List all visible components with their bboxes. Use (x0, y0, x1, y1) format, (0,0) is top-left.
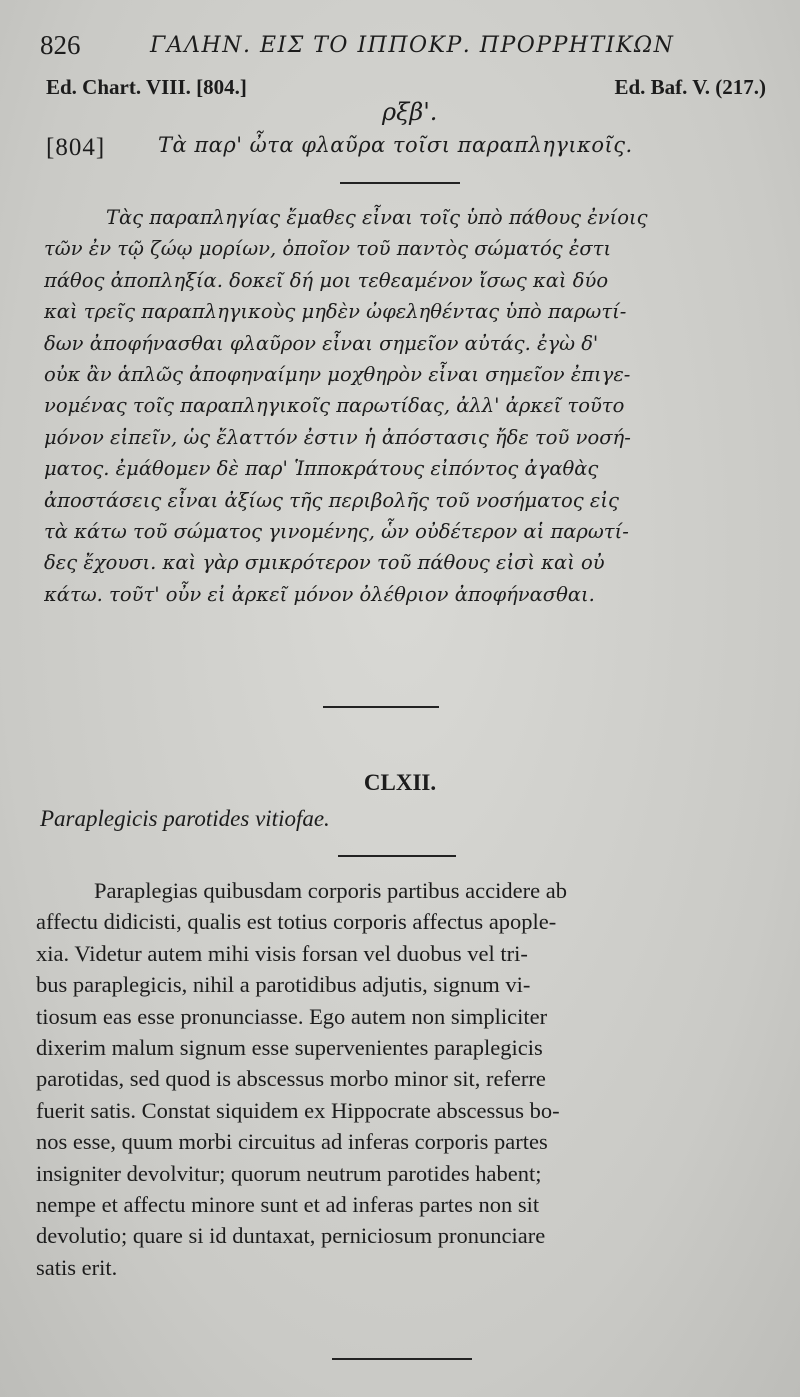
greek-line: τὰ κάτω τοῦ σώματος γινομένης, ὧν οὐδέτερον αἱ παρωτί- (44, 520, 629, 544)
greek-line: ματος. ἐμάθομεν δὲ παρ' Ἱπποκράτους εἰπόντος ἀγαθὰς (44, 457, 599, 481)
greek-line: κάτω. τοῦτ' οὖν εἰ ἀρκεῖ μόνον ὀλέθριον ἀποφήνασθαι. (44, 582, 595, 606)
greek-line: νομένας τοῖς παραπληγικοῖς παρωτίδας, ἀλλ' ἀρκεῖ τοῦτο (44, 394, 625, 418)
greek-section-numeral: ρξβ'. (382, 98, 438, 126)
greek-line: καὶ τρεῖς παραπληγικοὺς μηδὲν ὠφεληθέντας ὑπὸ παρωτί- (44, 300, 627, 324)
latin-line: parotidas, sed quod is abscessus morbo minor sit, referre (36, 1066, 546, 1092)
latin-line: devolutio; quare si id duntaxat, perniciosum pronunciare (36, 1223, 546, 1249)
page-number: 826 (40, 30, 81, 60)
greek-line: Τὰς παραπληγίας ἔμαθες εἶναι τοῖς ὑπὸ πάθους ἐνίοις (106, 206, 648, 229)
divider-rule (338, 855, 456, 857)
divider-rule (332, 1358, 472, 1360)
greek-line: μόνον εἰπεῖν, ὡς ἔλαττόν ἐστιν ἡ ἀπόστασις ἤδε τοῦ νοσή- (44, 425, 631, 449)
latin-line: bus paraplegicis, nihil a parotidibus adjutis, signum vi- (36, 972, 531, 998)
latin-line: nempe et affectu minore sunt et ad inferas partes non sit (36, 1192, 540, 1218)
running-title: ΓΑΛΗΝ. ΕΙΣ ΤΟ ΙΠΠΟΚΡ. ΠΡΟΡΡΗΤΙΚΩΝ (150, 33, 675, 58)
greek-line: τῶν ἐν τῷ ζώῳ μορίων, ὁποῖον τοῦ παντὸς σώματός ἐστι (44, 237, 612, 261)
latin-line: fuerit satis. Constat siquidem ex Hippocrate abscessus bo- (36, 1097, 560, 1123)
divider-rule (323, 706, 439, 708)
latin-line: dixerim malum signum esse supervenientes paraplegicis (36, 1035, 543, 1061)
latin-line: tiosum eas esse pronunciasse. Ego autem non simpliciter (36, 1003, 548, 1029)
latin-line: Paraplegias quibusdam corporis partibus accidere ab (94, 878, 567, 903)
latin-line: satis erit. (36, 1254, 118, 1280)
greek-line: οὐκ ἂν ἁπλῶς ἀποφηναίμην μοχθηρὸν εἶναι σημεῖον ἐπιγε- (44, 363, 631, 387)
latin-line: affectu didicisti, qualis est totius corporis affectus apople- (36, 909, 557, 935)
latin-line: xia. Videtur autem mihi visis forsan vel duobus vel tri- (36, 940, 528, 966)
greek-line: πάθος ἀποπληξία. δοκεῖ δή μοι τεθεαμένον ἴσως καὶ δύο (44, 268, 609, 292)
latin-aphorism-heading: Paraplegicis parotides vitiofae. (40, 806, 330, 831)
divider-rule (340, 182, 460, 184)
latin-commentary (36, 875, 764, 1283)
bracket-page-ref: [804] (46, 134, 106, 161)
greek-aphorism-heading: Τὰ παρ' ὦτα φλαῦρα τοῖσι παραπληγικοῖς. (158, 133, 633, 157)
latin-section-numeral: CLXII. (363, 770, 437, 795)
edition-chart-ref: Ed. Chart. VIII. [804.] (46, 75, 247, 99)
greek-line: δες ἔχουσι. καὶ γὰρ σμικρότερον τοῦ πάθους εἰσὶ καὶ οὐ (44, 551, 605, 575)
latin-line: insigniter devolvitur; quorum neutrum parotides habent; (36, 1160, 542, 1186)
greek-line: ἀποστάσεις εἶναι ἀξίως τῆς περιβολῆς τοῦ νοσήματος εἰς (44, 488, 619, 512)
running-header (40, 30, 760, 70)
latin-line: nos esse, quum morbi circuitus ad inferas corporis partes (36, 1129, 548, 1155)
greek-line: δων ἀποφήνασθαι φλαῦρον εἶναι σημεῖον αὐτάς. ἐγὼ δ' (44, 331, 599, 355)
edition-bas-ref: Ed. Baf. V. (217.) (614, 75, 766, 99)
greek-commentary (44, 202, 766, 610)
